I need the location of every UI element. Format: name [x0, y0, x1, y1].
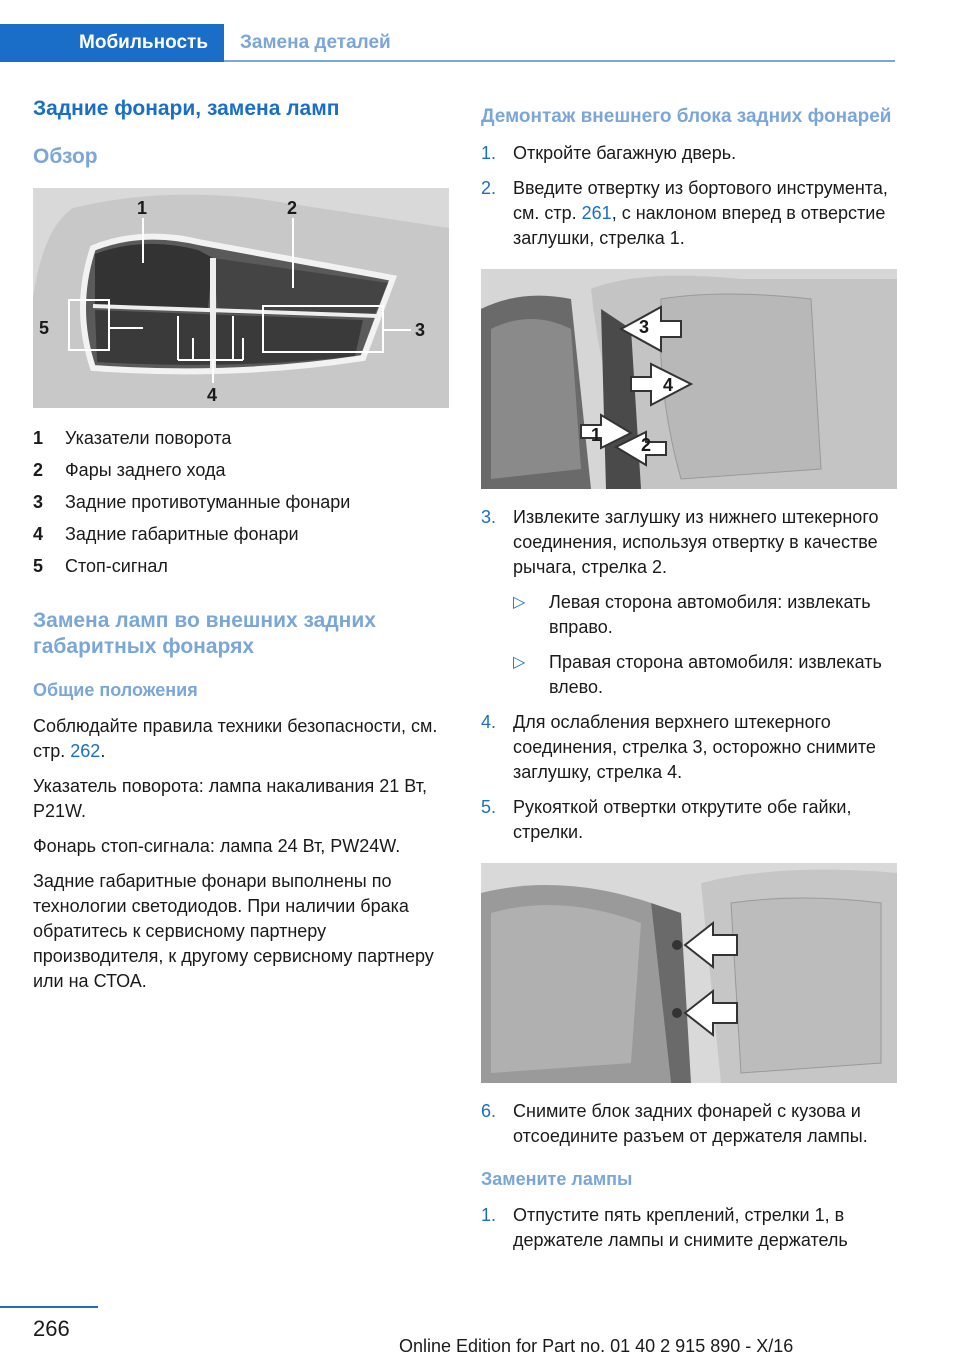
legend-text: Фары заднего хода: [65, 460, 226, 480]
page-title: Задние фонари, замена ламп: [33, 97, 340, 120]
replace-lamps-heading: Замените лампы: [481, 1169, 633, 1189]
step-item: 4. Для ослабления верхнего штекерного соединения, стрелка 3, осторожно снимите заглушку, стрелка 4.: [481, 712, 876, 782]
legend-item: [33, 422, 449, 454]
triangle-bullet-icon: ▷: [513, 594, 526, 611]
legend-text: Стоп-сигнал: [65, 556, 168, 576]
page-link-261[interactable]: 261: [581, 203, 612, 223]
paragraph-led: Задние габаритные фонари выполнены по технологии светодиодов. При наличии брака обратитесь к сервисному партнеру производителя, к другому сервисному партнеру или на СТОА.: [33, 871, 434, 991]
section-heading: Замена ламп во внешних задних габаритных фонарях: [33, 609, 376, 658]
page-link-262[interactable]: 262: [70, 741, 101, 761]
fig1-label-2: 2: [287, 198, 298, 218]
fig1-label-3: 3: [415, 320, 426, 340]
page-number: 266: [33, 1316, 70, 1341]
figure-legend: [33, 422, 449, 582]
step-item: 2. Введите отвертку из бортового инструмента, см. стр. 261, с наклоном вперед в отверстие заглушки, стрелка 1.: [481, 178, 888, 248]
taillight-nuts-illustration: [481, 863, 897, 1083]
step-item: 1. Отпустите пять креплений, стрелки 1, в держателе лампы и снимите держатель: [481, 1205, 848, 1250]
taillight-overview-illustration: [33, 188, 449, 408]
legend-text: Задние противотуманные фонари: [65, 492, 351, 512]
trunk-plug-figure: [481, 269, 897, 489]
trunk-plug-illustration: [481, 269, 897, 489]
legend-item: [33, 486, 449, 518]
page-header: [0, 0, 960, 62]
left-column: [33, 96, 449, 1004]
legend-number: 2: [33, 460, 44, 480]
step-item: 5. Рукояткой отвертки открутите обе гайки, стрелки.: [481, 797, 852, 842]
legend-text: Задние габаритные фонари: [65, 524, 299, 544]
fig1-label-5: 5: [39, 318, 50, 338]
legend-text: Указатели поворота: [65, 428, 232, 448]
general-provisions-heading: Общие положения: [33, 680, 198, 700]
fig1-label-4: 4: [207, 385, 218, 405]
right-column: [481, 104, 897, 1263]
taillight-overview-figure: [33, 188, 449, 408]
fig2-label-2: 2: [641, 435, 652, 455]
legend-item: [33, 518, 449, 550]
header-divider: [224, 60, 895, 62]
paragraph-turn-signal: Указатель поворота: лампа накаливания 21 Вт, P21W.: [33, 776, 427, 821]
step-item: 1. Откройте багажную дверь.: [481, 143, 737, 163]
fig2-label-4: 4: [663, 375, 674, 395]
bullet-item: ▷ Правая сторона автомобиля: извлекать влево.: [513, 650, 897, 700]
edition-text: Online Edition for Part no. 01 40 2 915 890 - X/16: [399, 1336, 794, 1356]
paragraph-safety: Соблюдайте правила техники безопасности, см. стр. 262.: [33, 716, 438, 761]
bullet-item: ▷ Левая сторона автомобиля: извлекать вправо.: [513, 590, 897, 640]
tab-mobility[interactable]: Мобильность: [0, 24, 224, 62]
overview-heading: Обзор: [33, 145, 98, 168]
step-item: 3. Извлеките заглушку из нижнего штекерного соединения, используя отвертку в качестве рычага, стрелка 2.: [481, 507, 879, 577]
fig1-label-1: 1: [137, 198, 148, 218]
removal-heading: Демонтаж внешнего блока задних фонарей: [481, 106, 892, 127]
legend-number: 1: [33, 428, 44, 448]
legend-item: [33, 454, 449, 486]
legend-number: 5: [33, 556, 44, 576]
fig2-label-3: 3: [639, 317, 650, 337]
triangle-bullet-icon: ▷: [513, 654, 526, 671]
legend-item: [33, 550, 449, 582]
legend-number: 4: [33, 524, 44, 544]
tab-parts-replacement[interactable]: Замена деталей: [240, 32, 391, 53]
paragraph-brake-light: Фонарь стоп-сигнала: лампа 24 Вт, PW24W.: [33, 836, 401, 856]
fig2-label-1: 1: [591, 425, 602, 445]
footer-divider: [0, 1306, 98, 1308]
step-item: 6. Снимите блок задних фонарей с кузова и отсоедините разъем от держателя лампы.: [481, 1101, 868, 1146]
legend-number: 3: [33, 492, 44, 512]
taillight-nuts-figure: [481, 863, 897, 1083]
